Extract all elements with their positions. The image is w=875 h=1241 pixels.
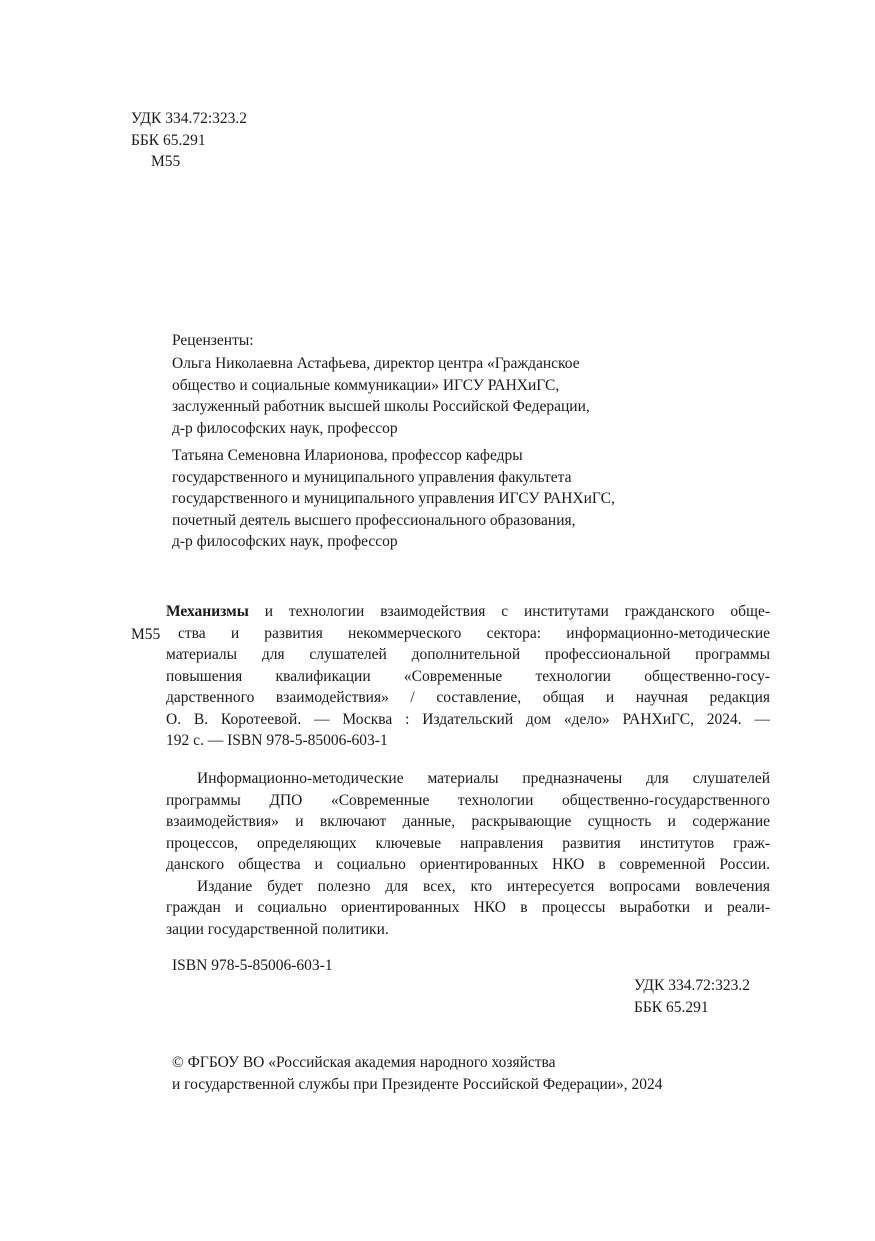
annotation-line: взаимодействия» и включают данные, раскрывающие сущность и содержание (166, 813, 770, 830)
annotation-line: граждан и социально ориентированных НКО в процессы выработки и реали- (166, 899, 770, 916)
reviewer-2-line: почетный деятель высшего профессионального образования, (172, 511, 576, 529)
reviewer-2-line: д-р философских наук, профессор (172, 533, 398, 550)
biblio-line: повышения квалификации «Современные технологии общественно-госу- (166, 667, 770, 685)
top-codes (131, 108, 247, 173)
biblio-line: О. В. Коротеевой. — Москва : Издательский дом «дело» РАНХиГС, 2024. — (166, 710, 770, 728)
annotation (166, 768, 770, 940)
reviewer-1-line: Ольга Николаевна Астафьева, директор центра «Гражданское (172, 355, 580, 372)
margin-author-mark: М55 (131, 626, 161, 643)
author-mark: М55 (151, 153, 181, 170)
annotation-line: процессов, определяющих ключевые направления развития институтов граж- (166, 834, 770, 852)
bbk-code: ББК 65.291 (131, 131, 206, 149)
title-word: Механизмы (166, 603, 249, 620)
biblio-line: дарственного взаимодействия» / составление, общая и научная редакция (166, 689, 770, 706)
annotation-line: зации государственной политики. (166, 920, 389, 938)
reviewer-2-line: государственного и муниципального управления ИГСУ РАНХиГС, (172, 490, 615, 507)
bibliographic-description (166, 601, 770, 752)
annotation-line: данского общества и социально ориентированных НКО в современной России. (166, 856, 770, 873)
bottom-codes (634, 975, 750, 1018)
biblio-line: ства и развития некоммерческого сектора: информационно-методические (178, 624, 770, 642)
reviewers-heading: Рецензенты: (172, 332, 254, 349)
reviewer-1-line: общество и социальные коммуникации» ИГСУ РАНХиГС, (172, 376, 560, 394)
copyright (172, 1052, 663, 1095)
copyright-line: и государственной службы при Президенте Российской Федерации», 2024 (172, 1075, 663, 1093)
biblio-line: 192 с. — ISBN 978-5-85006-603-1 (166, 732, 388, 749)
reviewer-1 (172, 353, 590, 439)
reviewer-2 (172, 445, 615, 553)
annotation-line: Информационно-методические материалы предназначены для слушателей (197, 770, 770, 787)
isbn: ISBN 978-5-85006-603-1 (172, 957, 333, 974)
bottom-udk-code: УДК 334.72:323.2 (634, 977, 751, 994)
biblio-line: материалы для слушателей дополнительной профессиональной программы (166, 646, 770, 663)
udk-code: УДК 334.72:323.2 (131, 110, 248, 127)
reviewer-1-line: заслуженный работник высшей школы Российской Федерации, (172, 398, 590, 415)
reviewer-2-line: государственного и муниципального управления факультета (172, 468, 572, 486)
reviewer-1-line: д-р философских наук, профессор (172, 419, 398, 437)
annotation-line: Издание будет полезно для всех, кто интересуется вопросами вовлечения (197, 877, 770, 895)
reviewer-2-line: Татьяна Семеновна Иларионова, профессор кафедры (172, 447, 523, 464)
annotation-line: программы ДПО «Современные технологии общественно-государственного (166, 791, 770, 809)
biblio-line-1-rest: и технологии взаимодействия с институтами гражданского обще- (248, 603, 770, 620)
biblio-line (166, 601, 770, 623)
bottom-bbk-code: ББК 65.291 (634, 998, 709, 1016)
copyright-line: © ФГБОУ ВО «Российская академия народного хозяйства (172, 1054, 556, 1071)
